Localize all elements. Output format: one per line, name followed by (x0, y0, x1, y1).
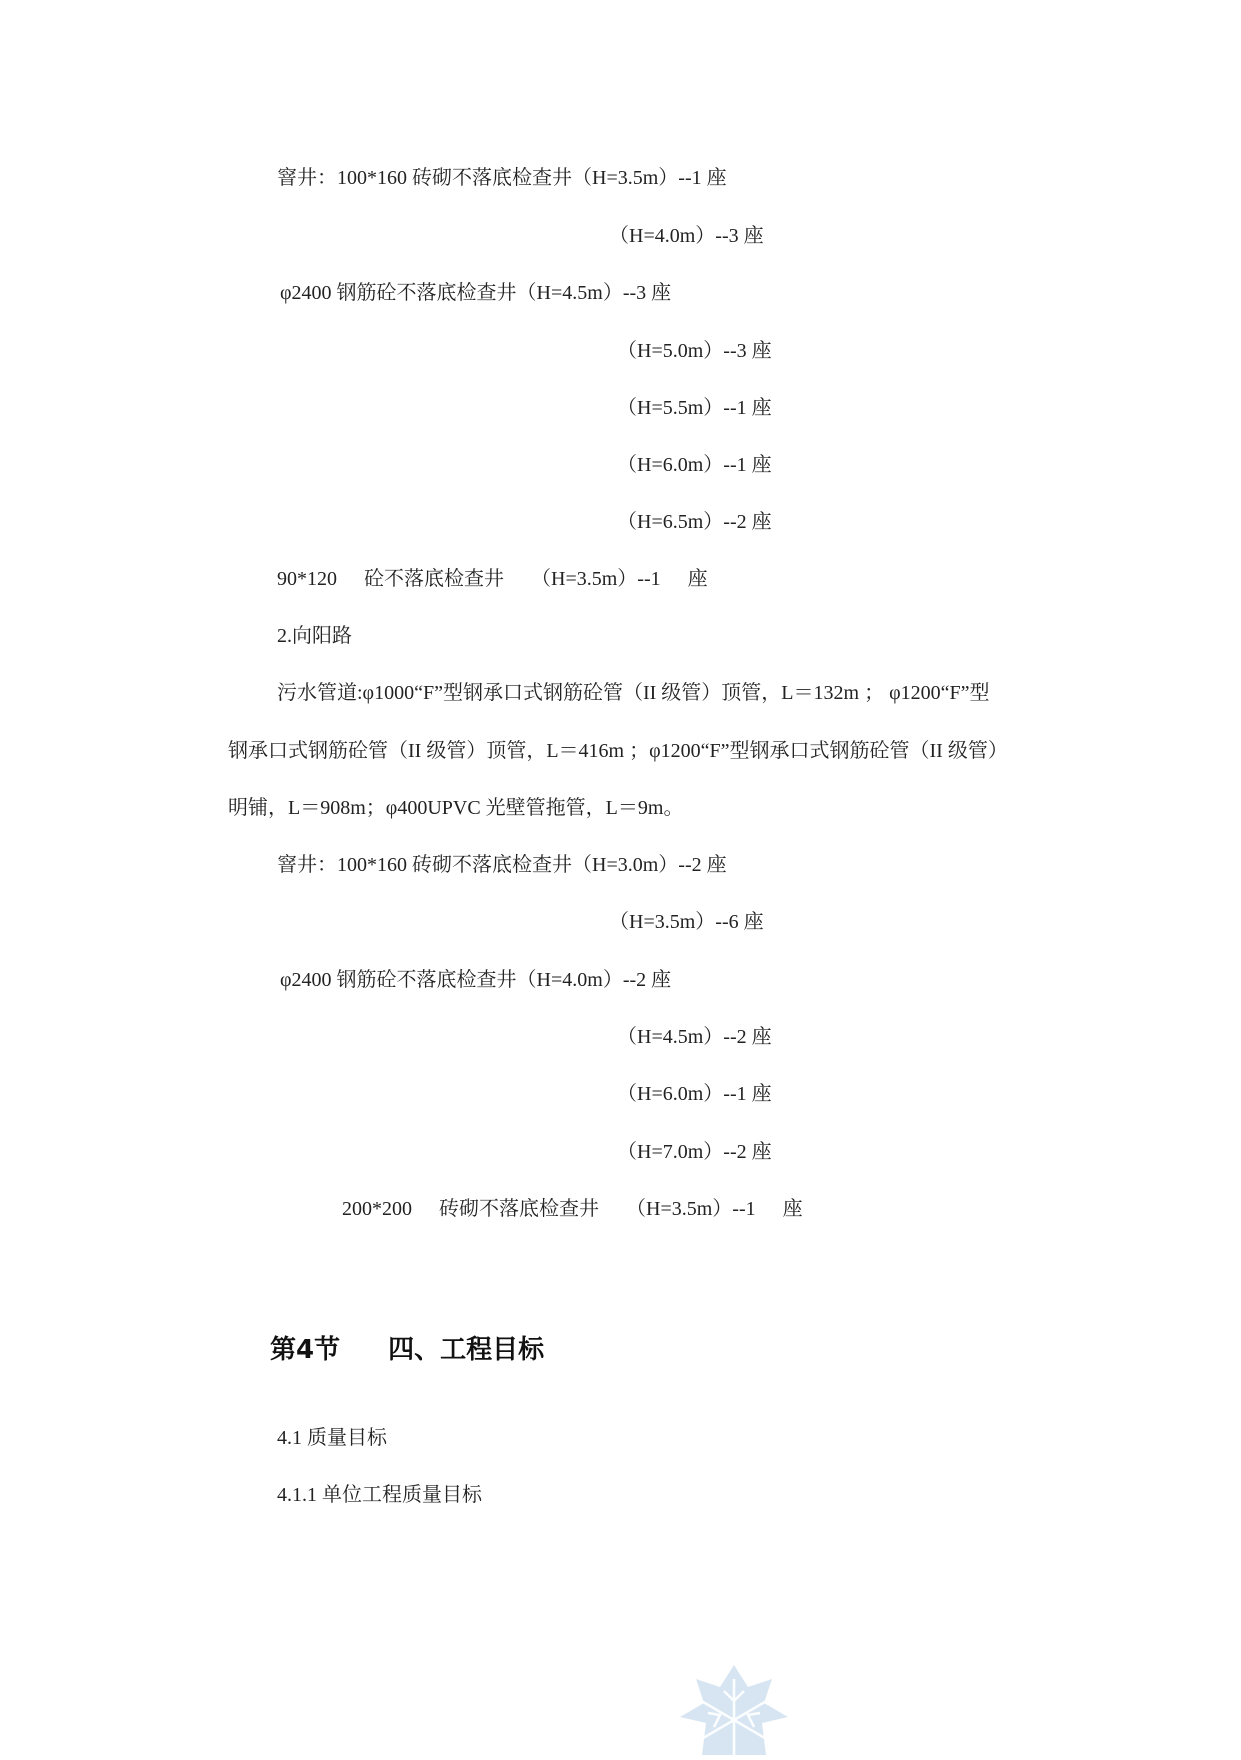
text-line: 污水管道:φ1000“F”型钢承口式钢筋砼管（II 级管）顶管，L＝132m ； φ1200“F”型 (277, 682, 990, 704)
text-line: 钢承口式钢筋砼管（II 级管）顶管，L＝416m ；φ1200“F”型钢承口式钢筋砼管（II 级管） (228, 740, 1008, 762)
text-line: （H=7.0m）--2 座 (617, 1141, 772, 1163)
text-line: φ2400 钢筋砼不落底检查井（H=4.0m）--2 座 (280, 969, 672, 991)
subsection-heading: 4.1 质量目标 (277, 1427, 387, 1449)
section-number: 第4节 (270, 1335, 341, 1365)
text-line: （H=5.5m）--1 座 (617, 397, 772, 419)
text-line: φ2400 钢筋砼不落底检查井（H=4.5m）--3 座 (280, 282, 672, 304)
text-line: 窨井：100*160 砖砌不落底检查井（H=3.0m）--2 座 (277, 854, 727, 876)
section-title: 四、工程目标 (388, 1335, 545, 1365)
text-line: （H=4.5m）--2 座 (617, 1026, 772, 1048)
text-line: （H=4.0m）--3 座 (609, 225, 764, 247)
snowflake-logo-icon (668, 1665, 800, 1755)
text-line: （H=6.0m）--1 座 (617, 454, 772, 476)
text-line: （H=6.5m）--2 座 (617, 511, 772, 533)
text-line: 90*120 砼不落底检查井 （H=3.5m）--1 座 (277, 568, 708, 590)
subsection-heading: 4.1.1 单位工程质量目标 (277, 1484, 482, 1506)
section-heading (270, 1334, 544, 1366)
text-line: （H=3.5m）--6 座 (609, 911, 764, 933)
text-line: （H=5.0m）--3 座 (617, 340, 772, 362)
text-line: 200*200 砖砌不落底检查井 （H=3.5m）--1 座 (342, 1198, 803, 1220)
text-line: 窨井：100*160 砖砌不落底检查井（H=3.5m）--1 座 (277, 167, 727, 189)
text-line: 2.向阳路 (277, 625, 352, 647)
text-line: 明铺，L＝908m；φ400UPVC 光壁管拖管，L＝9m。 (228, 797, 684, 819)
text-line: （H=6.0m）--1 座 (617, 1083, 772, 1105)
